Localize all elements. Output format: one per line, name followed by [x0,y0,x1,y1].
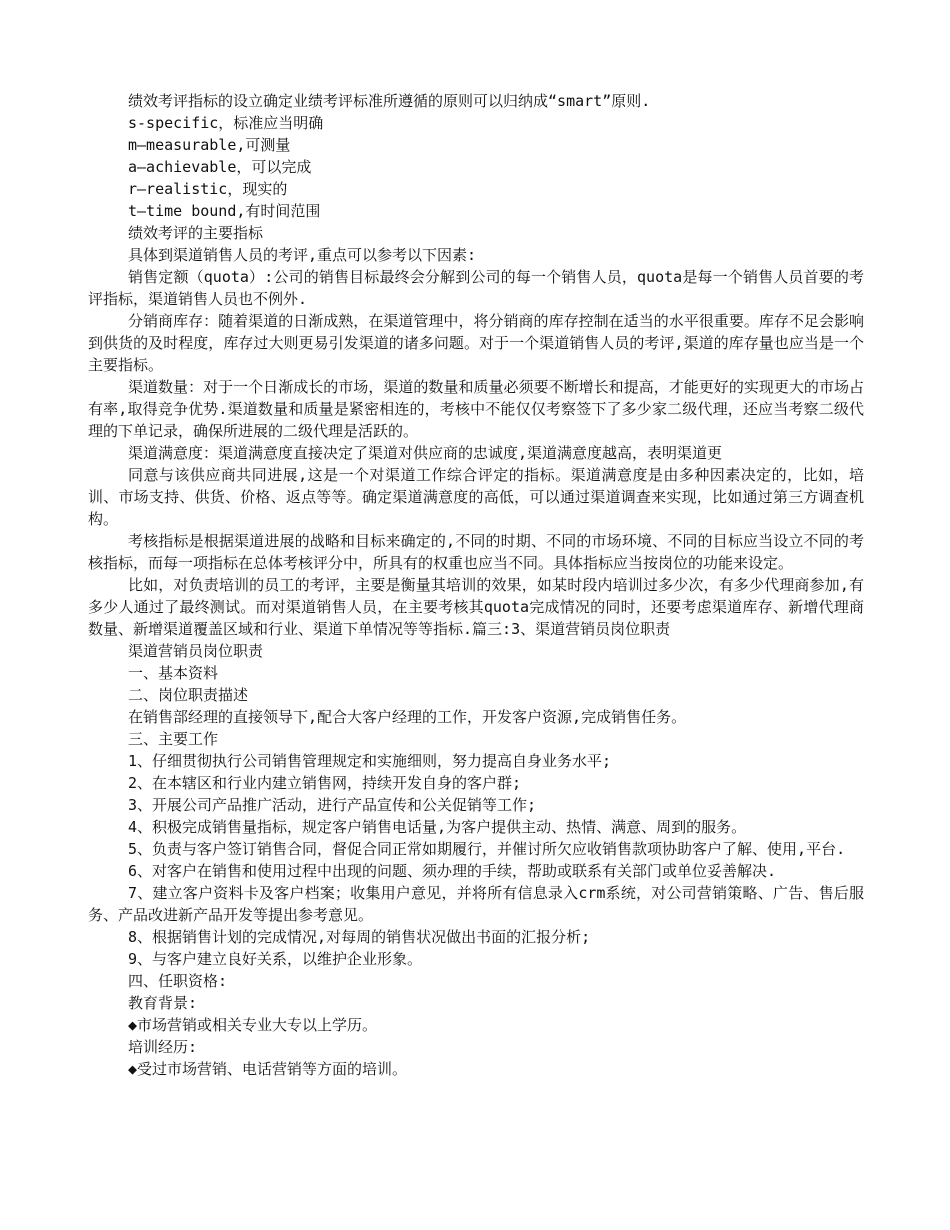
smart-achievable: a—achievable，可以完成 [128,158,312,176]
work-item-8: 8、根据销售计划的完成情况,对每周的销售状况做出书面的汇报分析; [128,928,591,946]
duty-description-text: 在销售部经理的直接领导下,配合大客户经理的工作，开发客户资源,完成销售任务。 [128,708,687,726]
smart-time-bound: t—time bound,有时间范围 [128,202,321,220]
job-title-heading: 渠道营销员岗位职责 [128,642,264,660]
work-item-1: 1、仔细贯彻执行公司销售管理规定和实施细则，努力提高自身业务水平; [128,752,612,770]
paragraph-channel-satisfaction: 同意与该供应商共同进展,这是一个对渠道工作综合评定的指标。渠道满意度是由多种因素决定的，比如，培训、市场支持、供货、价格、返点等等。确定渠道满意度的高低，可以通过渠道调查来实现，比如通过第三方调查机构。 [88,466,864,528]
document-page [88,90,864,1080]
paragraph-sales-quota: 销售定额（quota）:公司的销售目标最终会分解到公司的每一个销售人员，quota是每一个销售人员首要的考评指标，渠道销售人员也不例外. [88,268,864,308]
education-label: 教育背景: [128,994,198,1012]
section-duty-description: 二、岗位职责描述 [128,686,249,704]
work-item-2: 2、在本辖区和行业内建立销售网，持续开发自身的客户群; [128,774,522,792]
section-qualifications: 四、任职资格: [128,972,228,990]
smart-measurable: m—measurable,可测量 [128,136,291,154]
section-basic-info: 一、基本资料 [128,664,219,682]
paragraph-assessment-indicators: 考核指标是根据渠道进展的战略和目标来确定的,不同的时期、不同的市场环境、不同的目标应当设立不同的考核指标，而每一项指标在总体考核评分中，所具有的权重也应当不同。具体指标应当按岗位的功能来设定。 [88,532,864,572]
work-item-7: 7、建立客户资料卡及客户档案；收集用户意见，并将所有信息录入crm系统，对公司营销策略、广告、售后服务、产品改进新产品开发等提出参考意见。 [88,884,864,924]
section-heading-main-indicators: 绩效考评的主要指标 [128,224,264,242]
section-main-work: 三、主要工作 [128,730,219,748]
work-item-9: 9、与客户建立良好关系，以维护企业形象。 [128,950,423,968]
paragraph-training-example: 比如，对负责培训的员工的考评，主要是衡量其培训的效果，如某时段内培训过多少次，有多少代理商参加,有多少人通过了最终测试。而对渠道销售人员，在主要考核其quota完成情况的同时，还要考虑渠道库存、新增代理商数量、新增渠道覆盖区域和行业、渠道下单情况等等指标.篇三:3、渠道营销员岗位职责 [88,576,864,638]
work-item-3: 3、开展公司产品推广活动，进行产品宣传和公关促销等工作; [128,796,537,814]
education-requirement: ◆市场营销或相关专业大专以上学历。 [128,1016,378,1034]
smart-specific: s-specific，标准应当明确 [128,114,324,132]
smart-realistic: r—realistic，现实的 [128,180,288,198]
work-item-4: 4、积极完成销售量指标，规定客户销售电话量,为客户提供主动、热情、满意、周到的服务。 [128,818,747,836]
work-item-5: 5、负责与客户签订销售合同，督促合同正常如期履行，并催讨所欠应收销售款项协助客户了解、使用,平台. [128,840,846,858]
channel-satisfaction-line: 渠道满意度：渠道满意度直接决定了渠道对供应商的忠诚度,渠道满意度越高，表明渠道更 [128,444,723,462]
training-requirement: ◆受过市场营销、电话营销等方面的培训。 [128,1060,408,1078]
paragraph-distributor-inventory: 分销商库存：随着渠道的日渐成熟，在渠道管理中，将分销商的库存控制在适当的水平很重要。库存不足会影响到供货的及时程度，库存过大则更易引发渠道的诸多问题。对于一个渠道销售人员的考评,渠道的库存量也应当是一个主要指标。 [88,312,864,374]
work-item-6: 6、对客户在销售和使用过程中出现的问题、须办理的手续，帮助或联系有关部门或单位妥善解决. [128,862,777,880]
training-label: 培训经历: [128,1038,198,1056]
intro-smart-principle: 绩效考评指标的设立确定业绩考评标准所遵循的原则可以归纳成“smart”原则. [128,92,651,110]
paragraph-channel-quantity: 渠道数量：对于一个日渐成长的市场，渠道的数量和质量必须要不断增长和提高，才能更好的实现更大的市场占有率,取得竞争优势.渠道数量和质量是紧密相连的，考核中不能仅仅考察签下了多少家二级代理，还应当考察二级代理的下单记录，确保所进展的二级代理是活跃的。 [88,378,864,440]
factors-intro: 具体到渠道销售人员的考评,重点可以参考以下因素: [128,246,477,264]
